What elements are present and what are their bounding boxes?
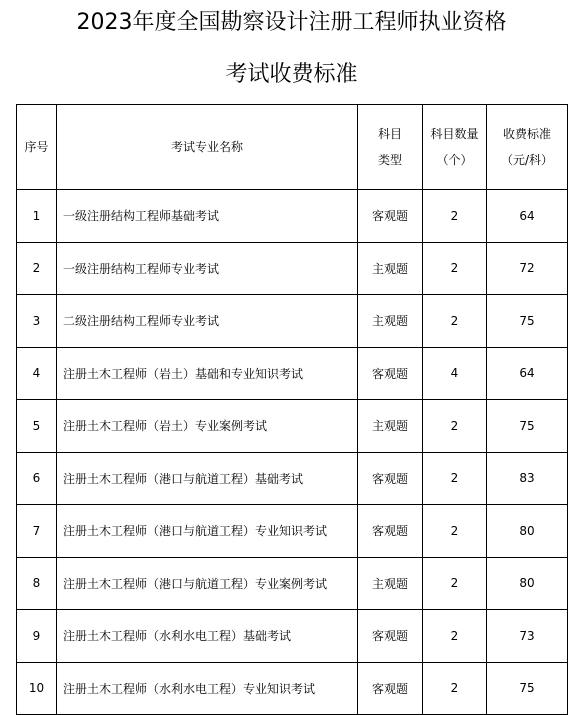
- row-no: 8: [17, 557, 57, 610]
- header-subject-type: [358, 105, 423, 190]
- row-exam-name: 注册土木工程师（港口与航道工程）基础考试: [57, 452, 358, 505]
- header-exam-name: 考试专业名称: [57, 105, 358, 190]
- document-title-line-1: 2023年度全国勘察设计注册工程师执业资格: [76, 10, 507, 35]
- row-subject-type: 客观题: [358, 190, 423, 243]
- row-subject-type: 客观题: [358, 452, 423, 505]
- row-subject-count: 2: [423, 610, 487, 663]
- row-subject-type: 客观题: [358, 347, 423, 400]
- row-exam-name: 注册土木工程师（港口与航道工程）专业知识考试: [57, 505, 358, 558]
- row-subject-type: 主观题: [358, 295, 423, 348]
- row-subject-count: 2: [423, 557, 487, 610]
- row-fee: 80: [487, 505, 568, 558]
- table-row: [17, 610, 568, 663]
- table-header-row: [17, 105, 568, 190]
- row-subject-count: 4: [423, 347, 487, 400]
- row-fee: 75: [487, 400, 568, 453]
- row-no: 6: [17, 452, 57, 505]
- row-subject-count: 2: [423, 400, 487, 453]
- table-row: [17, 505, 568, 558]
- row-fee: 64: [487, 190, 568, 243]
- header-fee: [487, 105, 568, 190]
- table-row: [17, 662, 568, 715]
- header-fee-line-2: （元/科）: [500, 153, 554, 167]
- header-subject-type-line-1: 科目: [377, 127, 402, 141]
- row-no: 9: [17, 610, 57, 663]
- table-row: [17, 242, 568, 295]
- header-subject-count: [423, 105, 487, 190]
- row-exam-name: 注册土木工程师（岩土）基础和专业知识考试: [57, 347, 358, 400]
- row-no: 4: [17, 347, 57, 400]
- header-subject-count-line-1: 科目数量: [430, 127, 479, 141]
- row-exam-name: 注册土木工程师（水利水电工程）基础考试: [57, 610, 358, 663]
- row-exam-name: 一级注册结构工程师专业考试: [57, 242, 358, 295]
- row-subject-count: 2: [423, 662, 487, 715]
- row-no: 7: [17, 505, 57, 558]
- row-fee: 83: [487, 452, 568, 505]
- header-fee-line-1: 收费标准: [502, 127, 551, 141]
- header-subject-type-line-2: 类型: [377, 153, 402, 167]
- row-exam-name: 二级注册结构工程师专业考试: [57, 295, 358, 348]
- row-fee: 73: [487, 610, 568, 663]
- row-fee: 75: [487, 662, 568, 715]
- row-subject-type: 客观题: [358, 610, 423, 663]
- row-exam-name: 注册土木工程师（水利水电工程）专业知识考试: [57, 662, 358, 715]
- row-no: 3: [17, 295, 57, 348]
- row-subject-count: 2: [423, 295, 487, 348]
- row-subject-count: 2: [423, 452, 487, 505]
- header-subject-count-line-2: （个）: [436, 153, 473, 167]
- table-row: [17, 400, 568, 453]
- table-row: [17, 190, 568, 243]
- row-fee: 64: [487, 347, 568, 400]
- table-row: [17, 347, 568, 400]
- table-row: [17, 557, 568, 610]
- row-subject-type: 客观题: [358, 662, 423, 715]
- row-subject-count: 2: [423, 242, 487, 295]
- row-subject-type: 客观题: [358, 505, 423, 558]
- row-subject-count: 2: [423, 190, 487, 243]
- row-no: 10: [17, 662, 57, 715]
- document-title-line-2: 考试收费标准: [225, 62, 358, 87]
- row-no: 2: [17, 242, 57, 295]
- row-subject-count: 2: [423, 505, 487, 558]
- row-fee: 72: [487, 242, 568, 295]
- row-subject-type: 主观题: [358, 557, 423, 610]
- fee-table: [16, 104, 568, 715]
- row-exam-name: 注册土木工程师（港口与航道工程）专业案例考试: [57, 557, 358, 610]
- table-row: [17, 295, 568, 348]
- row-exam-name: 注册土木工程师（岩土）专业案例考试: [57, 400, 358, 453]
- table-row: [17, 452, 568, 505]
- header-no: 序号: [17, 105, 57, 190]
- row-subject-type: 主观题: [358, 400, 423, 453]
- row-no: 1: [17, 190, 57, 243]
- row-fee: 80: [487, 557, 568, 610]
- row-no: 5: [17, 400, 57, 453]
- row-exam-name: 一级注册结构工程师基础考试: [57, 190, 358, 243]
- row-subject-type: 主观题: [358, 242, 423, 295]
- row-fee: 75: [487, 295, 568, 348]
